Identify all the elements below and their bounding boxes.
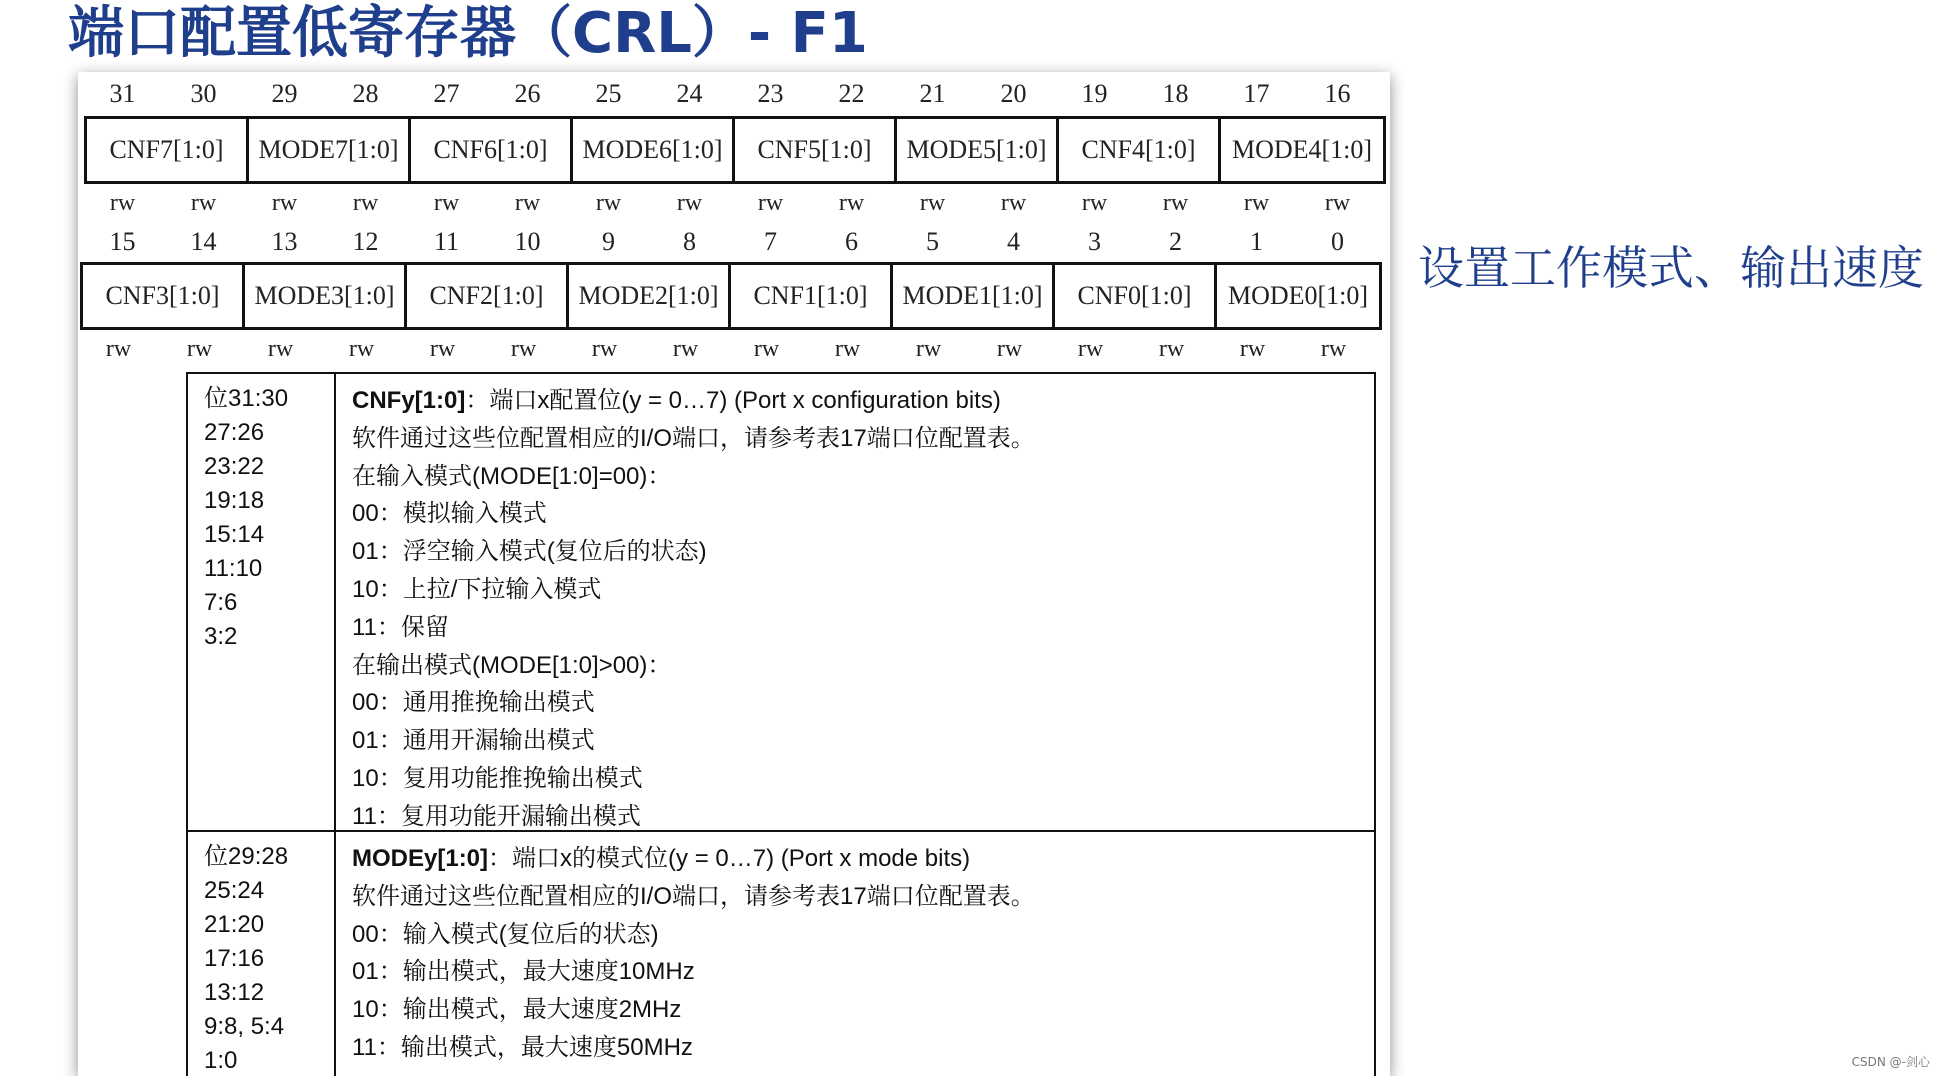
register-field: CNF2[1:0] (407, 265, 569, 327)
access-label: rw (109, 190, 136, 216)
register-field: MODE4[1:0] (1231, 135, 1373, 164)
access-label: rw (271, 190, 298, 216)
access-label: rw (1320, 336, 1347, 362)
access-label: rw (348, 336, 375, 362)
bit-number: 20 (1000, 79, 1027, 108)
bit-number: 30 (190, 79, 217, 108)
bit-number: 10 (514, 227, 541, 256)
bit-number: 31 (109, 79, 136, 108)
mode-bit-positions (188, 832, 336, 1076)
access-label: rw (591, 336, 618, 362)
register-field: MODE6[1:0] (573, 119, 735, 181)
access-label: rw (834, 336, 861, 362)
bit-number: 14 (190, 227, 217, 256)
mode-description-text (352, 840, 1366, 1067)
description-line: 00：输入模式(复位后的状态) (352, 920, 659, 948)
bit-number: 5 (926, 227, 939, 256)
mode-field-name: MODEy[1:0] (352, 845, 489, 872)
high-field-row (84, 116, 1386, 184)
description-line: 01：输出模式，最大速度10MHz (352, 958, 695, 986)
access-label: rw (510, 336, 537, 362)
access-label: rw (753, 336, 780, 362)
bit-range: 7:6 (204, 589, 238, 616)
bit-range: 9:8, 5:4 (204, 1013, 285, 1040)
access-label: rw (429, 336, 456, 362)
low-bit-numbers (82, 222, 1378, 262)
access-label: rw (1162, 190, 1189, 216)
bit-number: 4 (1007, 227, 1020, 256)
description-line: 00：通用推挽输出模式 (352, 689, 595, 717)
cnf-field-name: CNFy[1:0] (352, 387, 466, 414)
bit-range: 位29:28 (204, 843, 289, 870)
bit-range: 11:10 (204, 555, 263, 582)
high-access-row (82, 188, 1378, 218)
bit-number: 11 (433, 227, 460, 256)
register-field: MODE5[1:0] (897, 119, 1059, 181)
page-title: 端口配置低寄存器（CRL）- F1 (68, 1, 868, 66)
cnf-description-text (352, 382, 1366, 836)
bit-number: 27 (433, 79, 460, 108)
bit-number: 0 (1331, 227, 1344, 256)
bit-number: 9 (602, 227, 615, 256)
cnf-heading (352, 382, 1366, 420)
register-field: CNF1[1:0] (731, 265, 893, 327)
description-line: 10：输出模式，最大速度2MHz (352, 996, 682, 1024)
bit-number: 17 (1243, 79, 1270, 108)
bit-number: 3 (1088, 227, 1101, 256)
bit-range: 25:24 (204, 877, 265, 904)
register-field: MODE2[1:0] (569, 265, 731, 327)
bit-number: 29 (271, 79, 298, 108)
high-bit-numbers (82, 74, 1378, 114)
description-line: 在输出模式(MODE[1:0]>00)： (352, 651, 672, 679)
bit-number: 13 (271, 227, 298, 256)
register-field: MODE0[1:0] (1227, 281, 1369, 310)
access-label: rw (919, 190, 946, 216)
access-label: rw (838, 190, 865, 216)
access-label: rw (1239, 336, 1266, 362)
register-field: CNF4[1:0] (1059, 119, 1221, 181)
access-label: rw (996, 336, 1023, 362)
access-label: rw (190, 190, 217, 216)
cnf-heading-text: ：端口x配置位(y = 0…7) (Port x configuration bits) (465, 387, 1001, 414)
access-label: rw (352, 190, 379, 216)
register-field: CNF5[1:0] (735, 119, 897, 181)
low-field-row (80, 262, 1382, 330)
cnf-bit-positions (188, 374, 336, 830)
cnf-description-row (188, 374, 1374, 832)
register-field: CNF0[1:0] (1055, 265, 1217, 327)
bit-range: 23:22 (204, 453, 265, 480)
access-label: rw (672, 336, 699, 362)
description-line: 10：上拉/下拉输入模式 (352, 575, 602, 603)
bit-range: 位31:30 (204, 385, 289, 412)
access-label: rw (105, 336, 132, 362)
bit-range: 3:2 (204, 623, 238, 650)
bit-number: 8 (683, 227, 696, 256)
register-field: MODE3[1:0] (245, 265, 407, 327)
bit-number: 16 (1324, 79, 1351, 108)
mode-heading-text: ：端口x的模式位(y = 0…7) (Port x mode bits) (488, 845, 971, 872)
bit-number: 18 (1162, 79, 1189, 108)
bit-number: 21 (919, 79, 946, 108)
register-document (78, 72, 1390, 1076)
access-label: rw (676, 190, 703, 216)
access-label: rw (757, 190, 784, 216)
description-line: 11：复用功能开漏输出模式 (352, 802, 641, 830)
bit-number: 12 (352, 227, 379, 256)
bit-range: 1:0 (204, 1047, 238, 1074)
bit-range: 27:26 (204, 419, 265, 446)
bit-range: 19:18 (204, 487, 265, 514)
side-note: 设置工作模式、输出速度 (1418, 241, 1924, 295)
access-label: rw (595, 190, 622, 216)
watermark: CSDN @-剑心 (1851, 1055, 1930, 1069)
register-field: CNF3[1:0] (83, 265, 245, 327)
access-label: rw (1324, 190, 1351, 216)
low-access-row (78, 334, 1374, 364)
bit-number: 2 (1169, 227, 1182, 256)
bit-number: 19 (1081, 79, 1108, 108)
access-label: rw (514, 190, 541, 216)
access-label: rw (1000, 190, 1027, 216)
bit-range: 17:16 (204, 945, 265, 972)
access-label: rw (186, 336, 213, 362)
access-label: rw (267, 336, 294, 362)
access-label: rw (1077, 336, 1104, 362)
bit-range: 21:20 (204, 911, 265, 938)
access-label: rw (433, 190, 460, 216)
bit-number: 22 (838, 79, 865, 108)
bit-number: 23 (757, 79, 784, 108)
bit-number: 7 (764, 227, 777, 256)
register-field: CNF7[1:0] (87, 119, 249, 181)
description-line: 10：复用功能推挽输出模式 (352, 764, 643, 792)
description-line: 软件通过这些位配置相应的I/O端口，请参考表17端口位配置表。 (352, 882, 1035, 910)
description-line: 11：保留 (352, 613, 449, 641)
bit-number: 25 (595, 79, 622, 108)
bit-range: 13:12 (204, 979, 265, 1006)
description-line: 00：模拟输入模式 (352, 500, 547, 528)
mode-heading (352, 840, 1366, 878)
access-label: rw (915, 336, 942, 362)
bit-number: 6 (845, 227, 858, 256)
register-field: MODE1[1:0] (893, 265, 1055, 327)
description-line: 软件通过这些位配置相应的I/O端口，请参考表17端口位配置表。 (352, 424, 1035, 452)
mode-description-row (188, 832, 1374, 1076)
bit-number: 15 (109, 227, 136, 256)
bit-number: 1 (1250, 227, 1263, 256)
description-line: 在输入模式(MODE[1:0]=00)： (352, 462, 672, 490)
description-line: 01：通用开漏输出模式 (352, 727, 595, 755)
access-label: rw (1243, 190, 1270, 216)
description-line: 11：输出模式，最大速度50MHz (352, 1033, 693, 1061)
register-field: CNF6[1:0] (411, 119, 573, 181)
description-line: 01：浮空输入模式(复位后的状态) (352, 538, 707, 566)
bit-range: 15:14 (204, 521, 265, 548)
access-label: rw (1081, 190, 1108, 216)
bit-number: 26 (514, 79, 541, 108)
bit-description-table (186, 372, 1376, 1076)
bit-number: 24 (676, 79, 703, 108)
register-field: MODE7[1:0] (249, 119, 411, 181)
access-label: rw (1158, 336, 1185, 362)
bit-number: 28 (352, 79, 379, 108)
